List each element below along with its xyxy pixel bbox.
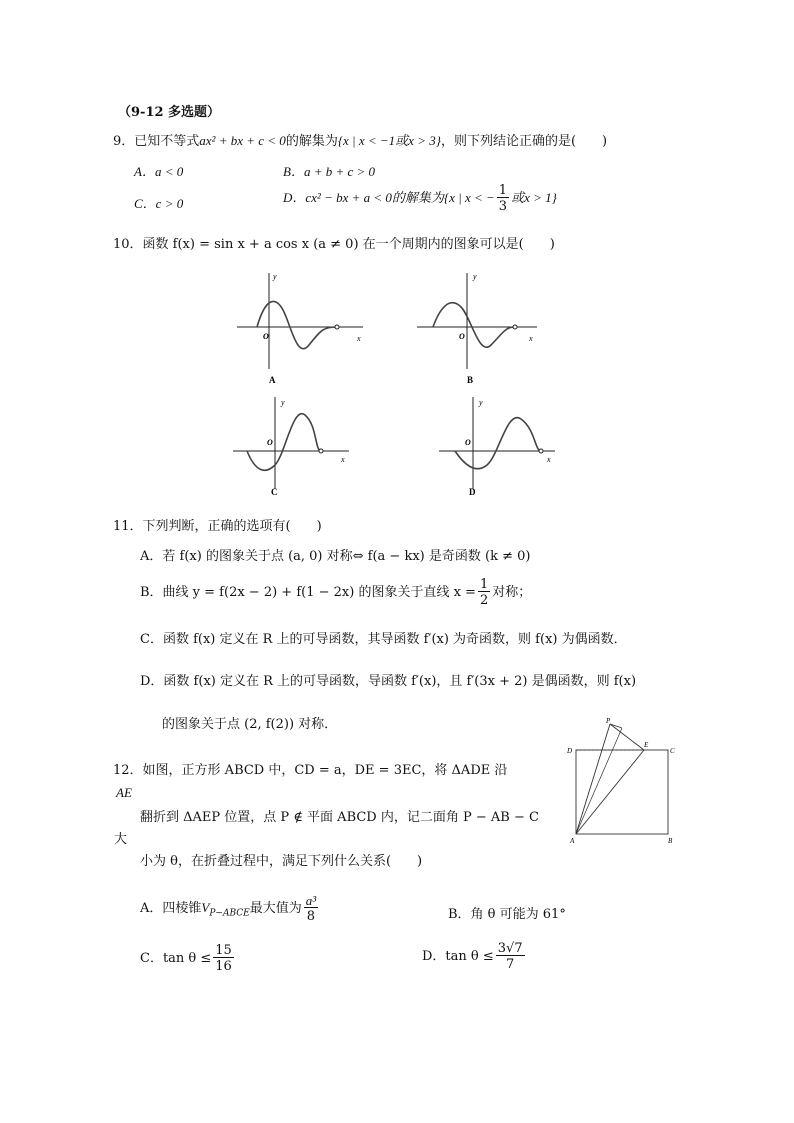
label-a: A [570, 837, 575, 845]
graph-c-label: C [271, 487, 278, 497]
label-e: E [644, 741, 649, 749]
q11-option-d-line2: 的图象关于点 (2, f(2)) 对称． [162, 717, 338, 732]
section-header: （9-12 多选题） [118, 105, 221, 120]
segment-fold-top [610, 724, 622, 728]
graph-a-label: A [269, 375, 276, 385]
q9-option-c: C．c > 0 [134, 196, 184, 211]
graph-c-endpoint [319, 449, 323, 453]
label-p: P [606, 717, 611, 725]
q11-option-a: A．若 f(x) 的图象关于点 (a, 0) 对称⇔ f(a − kx) 是奇函数 (k ≠ 0) [140, 549, 531, 564]
q9-option-b: B．a + b + c > 0 [283, 164, 376, 179]
q12-option-a-v: V [201, 900, 210, 915]
q12-option-a-pre: A．四棱锥 [140, 901, 202, 916]
graph-a-endpoint [335, 325, 339, 329]
q11-option-c: C．函数 f(x) 定义在 R 上的可导函数，其导函数 f′(x) 为奇函数，则 f(x) 为偶函数． [140, 632, 627, 647]
segment-ae [576, 750, 644, 834]
graph-b-label: B [467, 375, 474, 385]
q9-option-d-frac [497, 184, 509, 213]
graph-a-origin: O [263, 332, 269, 341]
segment-ap [576, 724, 610, 834]
q12-line2: 翻折到 ΔAEP 位置，点 P ∉ 平面 ABCD 内，记二面角 P − AB − C [140, 810, 539, 825]
graph-a [237, 272, 363, 385]
graph-c-x-label: x [341, 455, 345, 464]
square-abcd [576, 750, 668, 834]
graph-d-label: D [469, 487, 476, 497]
q9-option-a: A．a < 0 [134, 164, 184, 179]
q12-option-c-frac [213, 944, 234, 973]
q12-option-a-frac [304, 894, 318, 923]
graph-b-y-label: y [473, 272, 477, 281]
q9-stem-post: ，则下列结论正确的是( ) [440, 134, 608, 149]
graph-d-y-label: y [479, 398, 483, 407]
q12-line2b: 大 [114, 832, 128, 847]
q12-option-a-mid: 最大值为 [249, 901, 302, 916]
q12-option-d-pre: D．tan θ ≤ [422, 949, 494, 964]
q11-option-b-frac [478, 578, 490, 607]
q11-option-d-line1: D．函数 f(x) 定义在 R 上的可导函数，导函数 f′(x)，且 f′(3x + 2) 是偶函数，则 f(x) [140, 674, 637, 689]
q9-option-d-pre: D．cx² − bx + a < 0的解集为{x | x < − [283, 190, 495, 205]
q12-option-d-frac [496, 942, 525, 971]
q11-option-b-den: 2 [479, 593, 489, 608]
q11-option-b-num: 1 [479, 577, 489, 592]
q9-option-d [283, 184, 557, 213]
q11-option-b-pre: B．曲线 y = f(2x − 2) + f(1 − 2x) 的图象关于直线 x = [140, 585, 476, 600]
graph-b [417, 272, 537, 385]
q11-option-b-post: 对称； [492, 585, 532, 600]
q11-option-b [140, 578, 531, 607]
q12-figure [562, 716, 682, 850]
label-c: C [670, 747, 675, 755]
q12-option-a-num: a³ [305, 893, 317, 908]
q9-stem-pre: 9．已知不等式 [113, 134, 200, 149]
q12-line3: 小为 θ，在折叠过程中，满足下列什么关系( ) [140, 854, 423, 869]
q12-option-c-den: 16 [215, 959, 232, 974]
q12-line1: 12．如图，正方形 ABCD 中，CD = a，DE = 3EC，将 ΔADE 沿 [113, 763, 508, 778]
q12-option-d [422, 942, 527, 971]
q9-stem-mid: 的解集为 [285, 134, 338, 149]
graph-a-y-label: y [273, 272, 277, 281]
q12-option-d-num: 3√7 [497, 941, 523, 956]
label-d: D [567, 747, 573, 755]
q9-set: {x | x < −1或x > 3} [337, 133, 441, 148]
graph-b-curve [433, 303, 515, 347]
graph-b-x-label: x [529, 334, 533, 343]
q9-stem [113, 130, 607, 149]
segment-pe [610, 724, 644, 750]
q12-line1b: AE [116, 785, 132, 800]
q12-option-c-num: 15 [215, 943, 232, 958]
q12-option-b: B．角 θ 可能为 61° [448, 907, 566, 922]
q12-option-c [140, 944, 236, 973]
graph-a-x-label: x [357, 334, 361, 343]
label-b: B [668, 837, 673, 845]
q9-option-d-den: 3 [498, 199, 508, 214]
graph-d-endpoint [539, 449, 543, 453]
graph-b-origin: O [459, 332, 465, 341]
graph-d [439, 397, 555, 497]
q9-option-d-num: 1 [498, 183, 508, 198]
q10-graphs [225, 265, 565, 505]
graph-d-x-label: x [547, 455, 551, 464]
graph-d-origin: O [465, 438, 471, 447]
graph-c-curve [247, 414, 321, 471]
q12-option-c-pre: C．tan θ ≤ [140, 951, 212, 966]
graph-c-origin: O [267, 438, 273, 447]
graph-c [233, 397, 349, 497]
q9-option-d-post: 或x > 1} [511, 190, 557, 205]
q12-option-a-den: 8 [306, 909, 316, 924]
q11-stem: 11．下列判断，正确的选项有( ) [113, 519, 322, 534]
q12-option-d-den: 7 [506, 957, 515, 972]
segment-fold [576, 728, 622, 834]
graph-c-y-label: y [281, 398, 285, 407]
q10-stem: 10．函数 f(x) = sin x + a cos x (a ≠ 0) 在一个周期内的图象可以是( ) [113, 237, 555, 252]
graph-b-endpoint [513, 325, 517, 329]
q12-option-a-sub: P−ABCE [209, 908, 250, 919]
q9-expr: ax² + bx + c < 0 [199, 133, 286, 148]
q12-option-a [140, 894, 320, 923]
